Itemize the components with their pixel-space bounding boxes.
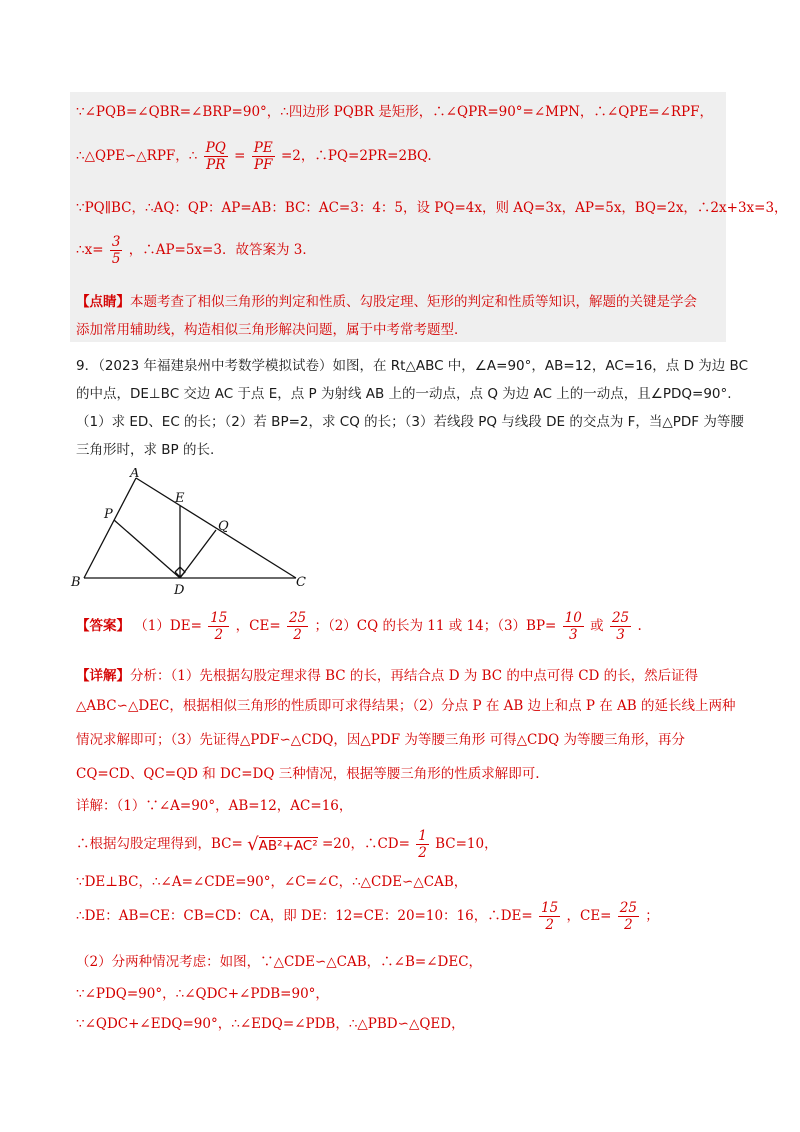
text: ∴根据勾股定理得到，BC=: [76, 836, 243, 852]
label-p: P: [104, 507, 113, 522]
segment-dq: [180, 530, 216, 578]
fraction: [539, 900, 560, 933]
fraction: [416, 828, 429, 861]
problem-line-2: 的中点，DE⊥BC 交边 AC 于点 E，点 P 为射线 AB 上的一动点，点 Q 为边 AC 上的一动点，且∠PDQ=90°.: [76, 386, 732, 402]
numerator: 25: [288, 610, 307, 626]
fraction: [110, 234, 123, 267]
denominator: PR: [206, 157, 226, 173]
text: 分析：（1）先根据勾股定理求得 BC 的长，再结合点 D 为 BC 的中点可得 CD 的长，然后证得: [130, 668, 699, 684]
detail-step-4: [76, 900, 659, 933]
solution-line-3: ∵PQ∥BC，∴AQ：QP：AP=AB：BC：AC=3：4：5，设 PQ=4x，则 AQ=3x，AP=5x，BQ=2x，∴2x+3x=3，: [76, 200, 788, 216]
numerator: 3: [111, 234, 121, 250]
fraction: [618, 900, 639, 933]
label-d: D: [174, 583, 185, 598]
comment-line-2: 添加常用辅助线，构造相似三角形解决问题，属于中考常考题型．: [76, 322, 468, 338]
denominator: 2: [293, 627, 302, 643]
text: ∴△QPE∽△RPF，∴: [76, 148, 198, 164]
numerator: 25: [619, 900, 637, 916]
denominator: PF: [253, 157, 273, 173]
text: ∴x=: [76, 242, 104, 258]
detail-line-1: [76, 664, 698, 684]
denominator: 2: [418, 845, 427, 861]
text: ，CE=: [235, 618, 281, 634]
text: =20，∴CD=: [321, 836, 410, 852]
side-ac: [136, 478, 296, 578]
text: =2，∴PQ=2PR=2BQ.: [280, 148, 432, 164]
numerator: 15: [210, 610, 228, 626]
detail-step-5: （2）分两种情况考虑：如图，∵△CDE∽△CAB，∴∠B=∠DEC，: [76, 954, 483, 970]
solution-line-4: [76, 234, 316, 267]
radical-sign: √: [247, 834, 259, 855]
problem-line-1: 9．（2023 年福建泉州中考数学模拟试卷）如图，在 Rt△ABC 中，∠A=90°，AB=12，AC=16，点 D 为边 BC: [76, 358, 749, 374]
answer-label: 【答案】: [76, 618, 130, 634]
numerator: PQ: [205, 140, 226, 156]
text: ；: [645, 908, 659, 924]
denominator: 3: [568, 627, 578, 643]
text: ；（2）CQ 的长为 11 或 14；（3）BP=: [314, 618, 557, 634]
fraction: [208, 610, 229, 643]
problem-line-4: 三角形时，求 BP 的长.: [76, 442, 215, 458]
denominator: 2: [624, 917, 633, 933]
side-ab: [84, 478, 136, 578]
detail-step-6: ∵∠PDQ=90°，∴∠QDC+∠PDB=90°，: [76, 986, 329, 1002]
label-q: Q: [218, 519, 229, 534]
text: ∴DE：AB=CE：CB=CD：CA，即 DE：12=CE：20=10：16，∴DE=: [76, 908, 533, 924]
text: 或: [590, 618, 604, 634]
text: .: [637, 618, 642, 634]
comment-text: 本题考查了相似三角形的判定和性质、勾股定理、矩形的判定和性质等知识，解题的关键是学会: [130, 294, 697, 310]
comment-label: 【点睛】: [76, 294, 130, 310]
geometry-figure: [70, 468, 320, 598]
detail-step-1: 详解：（1）∵∠A=90°，AB=12，AC=16，: [76, 798, 353, 814]
text: （1）DE=: [134, 618, 202, 634]
text: BC=10，: [435, 836, 498, 852]
fraction: [610, 610, 631, 643]
fraction: [287, 610, 308, 643]
numerator: PE: [253, 140, 273, 156]
numerator: 10: [564, 610, 582, 626]
detail-step-2: [76, 828, 498, 861]
text: ，∴AP=5x=3．故答案为 3．: [128, 242, 316, 258]
solution-line-1: ∵∠PQB=∠QBR=∠BRP=90°，∴四边形 PQBR 是矩形，∴∠QPR=90°=∠MPN，∴∠QPE=∠RPF，: [76, 104, 713, 120]
detail-step-3: ∵DE⊥BC，∴∠A=∠CDE=90°，∠C=∠C，∴△CDE∽△CAB，: [76, 874, 468, 890]
answer-line: [76, 610, 642, 643]
detail-label: 【详解】: [76, 668, 130, 684]
comment-line-1: [76, 290, 697, 310]
fraction: [252, 140, 275, 173]
label-e: E: [175, 491, 185, 506]
numerator: 15: [541, 900, 559, 916]
label-a: A: [130, 468, 140, 481]
detail-step-7: ∵∠QDC+∠EDQ=90°，∴∠EDQ=∠PDB，∴△PBD∽△QED，: [76, 1016, 465, 1032]
radicand: AB²+AC²: [258, 838, 318, 854]
text: ，CE=: [566, 908, 612, 924]
fraction: [204, 140, 228, 173]
segment-pd: [114, 520, 180, 578]
fraction: [563, 610, 584, 643]
denominator: 5: [111, 251, 121, 267]
text: =: [234, 148, 246, 164]
square-root: [247, 834, 318, 855]
detail-line-2: △ABC∽△DEC，根据相似三角形的性质即可求得结果；（2）分点 P 在 AB 边上和点 P 在 AB 的延长线上两种: [76, 698, 736, 714]
denominator: 3: [616, 627, 625, 643]
detail-line-3: 情况求解即可；（3）先证得△PDF∽△CDQ，因△PDF 为等腰三角形 可得△CDQ 为等腰三角形，再分: [76, 732, 686, 748]
solution-line-2: [76, 140, 432, 173]
numerator: 1: [418, 828, 427, 844]
label-b: B: [71, 575, 81, 590]
label-c: C: [296, 575, 306, 590]
denominator: 2: [545, 917, 554, 933]
denominator: 2: [214, 627, 224, 643]
detail-line-4: CQ=CD、QC=QD 和 DC=DQ 三种情况，根据等腰三角形的性质求解即可.: [76, 766, 540, 782]
numerator: 25: [611, 610, 630, 626]
problem-line-3: （1）求 ED、EC 的长；（2）若 BP=2，求 CQ 的长；（3）若线段 PQ 与线段 DE 的交点为 F，当△PDF 为等腰: [76, 414, 744, 430]
